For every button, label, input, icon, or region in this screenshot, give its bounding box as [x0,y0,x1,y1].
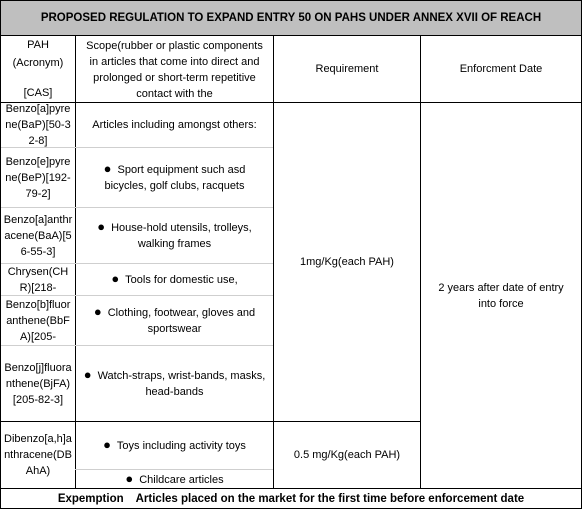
exemption-text: Articles placed on the market for the first time before enforcement date [135,492,525,505]
header-scope: Scope(rubber or plastic components in articles that come into direct and prolonged or short-term repetitive contact with the [86,40,263,100]
exemption-label: Expemption [57,492,124,505]
bullet-icon: ● [125,470,134,486]
scope-item [76,296,273,345]
scope-item-text: Childcare articles [139,473,224,486]
scope-item-text: Watch-straps, wrist-bands, masks, head-bands [97,370,266,398]
pah-cell: Benzo[b]fluoranthene(BbFA)[205- [5,298,71,343]
scope-item [76,346,273,421]
scope-item [76,422,273,469]
header-pah-line: [CAS] [23,87,53,99]
requirement-general: 1mg/Kg(each PAH) [300,256,394,268]
bullet-icon: ● [103,437,111,452]
bullet-icon: ● [103,161,112,176]
pah-cell: Benzo[e]pyrene(BeP)[192-79-2] [5,155,71,200]
bullet-icon: ● [83,367,92,382]
requirement-children: 0.5 mg/Kg(each PAH) [293,449,401,461]
bullet-icon: ● [93,304,102,319]
scope-item [76,148,273,207]
header-pah-line: PAH [27,39,49,51]
scope-item-text: Clothing, footwear, gloves and sportswear [107,307,256,335]
table-title: PROPOSED REGULATION TO EXPAND ENTRY 50 ON PAHS UNDER ANNEX XVII OF REACH [1,1,581,36]
enforcement-date-value: 2 years after date of entry into force [438,281,564,310]
scope-item [76,470,273,488]
bullet-icon: ● [97,219,106,234]
scope-item-text: Sport equipment such asd bicycles, golf clubs, racquets [104,164,246,192]
pah-cell: Benzo[j]fluoranthene(BjFA)[205-82-3] [4,361,72,406]
scope-item-text: Tools for domestic use, [125,274,238,286]
header-enforcement-date: Enforcment Date [459,63,543,75]
pah-cell: Chrysen(CHR)[218- [7,265,69,294]
bullet-icon: ● [111,271,120,286]
scope-item-text: House-hold utensils, trolleys, walking frames [111,222,252,250]
scope-item-text: Toys including activity toys [116,440,246,452]
header-requirement: Requirement [315,63,379,75]
exemption-row [1,489,581,508]
pah-cell: Benzo[a]anthracene(BaA)[56-55-3] [3,213,73,258]
pah-cell: Dibenzo[a,h]anthracene(DBAhA) [4,433,72,477]
header-pah-line: (Acronym) [12,57,64,69]
scope-intro: Articles including amongst others: [92,119,257,131]
header-pah [1,36,75,102]
scope-item [76,264,273,295]
pah-cell: Benzo[a]pyrene(BaP)[50-32-8] [5,103,71,147]
scope-item [76,208,273,263]
